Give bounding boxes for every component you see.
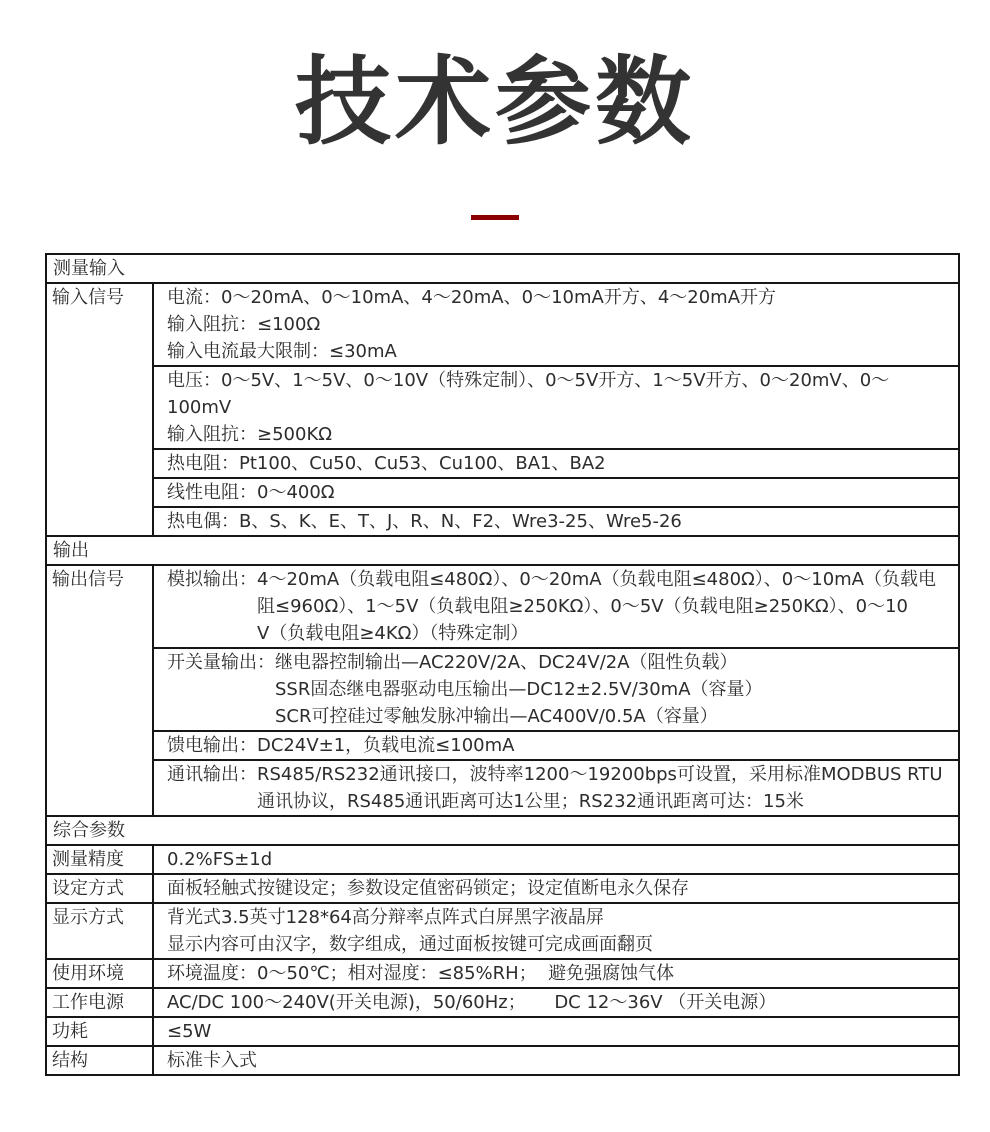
row-label-environment: 使用环境 [46,959,153,988]
spec-line: 热电阻：Pt100、Cu50、Cu53、Cu100、BA1、BA2 [167,452,606,474]
spec-line: 线性电阻：0～400Ω [167,481,335,503]
row-label-input-signal: 输入信号 [46,283,153,536]
spec-line: 阻≤960Ω）、1～5V（负载电阻≥250KΩ）、0～5V（负载电阻≥250KΩ）、0～10 [257,595,908,617]
table-row [46,366,959,449]
section-header-measure-input: 测量输入 [46,254,959,283]
spec-line: 通讯输出：RS485/RS232通讯接口，波特率1200～19200bps可设置，采用标准MODBUS RTU [167,763,943,785]
row-label-setting: 设定方式 [46,874,153,903]
spec-line: 0.2%FS±1d [167,848,273,870]
page-title: 技术参数 [295,46,695,158]
cell-analog-output [153,565,959,648]
spec-line: 面板轻触式按键设定；参数设定值密码锁定；设定值断电永久保存 [167,877,689,899]
spec-table [45,253,960,1076]
spec-line: SSR固态继电器驱动电压输出—DC12±2.5V/30mA（容量） [275,678,763,700]
spec-line: 电流：0～20mA、0～10mA、4～20mA、0～10mA开方、4～20mA开方 [167,286,777,308]
cell-feed-output [153,731,959,760]
table-row [46,449,959,478]
table-row [46,565,959,648]
cell-rtd-input [153,449,959,478]
table-row [46,283,959,366]
spec-line: 开关量输出：继电器控制输出—AC220V/2A、DC24V/2A（阻性负载） [167,651,738,673]
spec-line: 馈电输出：DC24V±1，负载电流≤100mA [167,734,515,756]
section-row-general [46,816,959,845]
spec-line: ≤5W [167,1020,212,1042]
spec-line: 输入阻抗：≥500KΩ [167,423,332,445]
cell-accuracy [153,845,959,874]
spec-line: 输入电流最大限制：≤30mA [167,340,397,362]
cell-setting [153,874,959,903]
cell-thermocouple-input [153,507,959,536]
table-row [46,903,959,959]
spec-line: 标准卡入式 [167,1049,257,1071]
table-row [46,648,959,731]
section-row-measure-input [46,254,959,283]
cell-switch-output [153,648,959,731]
spec-line: 热电偶：B、S、K、E、T、J、R、N、F2、Wre3-25、Wre5-26 [167,510,682,532]
table-row [46,1046,959,1075]
row-label-output-signal: 输出信号 [46,565,153,816]
spec-line: AC/DC 100～240V(开关电源)，50/60Hz； DC 12～36V （开关电源） [167,991,777,1013]
cell-power [153,988,959,1017]
spec-line: 显示内容可由汉字，数字组成，通过面板按键可完成画面翻页 [167,933,653,955]
table-row [46,988,959,1017]
table-row [46,760,959,816]
spec-line: 输入阻抗：≤100Ω [167,313,321,335]
cell-consumption [153,1017,959,1046]
spec-line: 电压：0～5V、1～5V、0～10V（特殊定制）、0～5V开方、1～5V开方、0～20mV、0～100mV [167,369,890,418]
cell-voltage-input [153,366,959,449]
spec-line: SCR可控硅过零触发脉冲输出—AC400V/0.5A（容量） [275,705,718,727]
table-row [46,731,959,760]
cell-display [153,903,959,959]
table-row [46,845,959,874]
spec-line: 环境温度：0～50℃；相对湿度：≤85%RH； 避免强腐蚀气体 [167,962,675,984]
row-label-accuracy: 测量精度 [46,845,153,874]
section-header-output: 输出 [46,536,959,565]
row-label-structure: 结构 [46,1046,153,1075]
table-row [46,507,959,536]
cell-environment [153,959,959,988]
table-row [46,874,959,903]
section-row-output [46,536,959,565]
cell-comm-output [153,760,959,816]
table-row [46,1017,959,1046]
cell-current-input [153,283,959,366]
table-row [46,478,959,507]
cell-linear-resistance-input [153,478,959,507]
cell-structure [153,1046,959,1075]
row-label-display: 显示方式 [46,903,153,959]
row-label-power: 工作电源 [46,988,153,1017]
section-header-general: 综合参数 [46,816,959,845]
spec-line: 模拟输出：4～20mA（负载电阻≤480Ω）、0～20mA（负载电阻≤480Ω）、0～10mA（负载电 [167,568,936,590]
spec-line: 背光式3.5英寸128*64高分辩率点阵式白屏黑字液晶屏 [167,906,604,928]
spec-line: 通讯协议，RS485通讯距离可达1公里；RS232通讯距离可达：15米 [257,790,804,812]
table-row [46,959,959,988]
spec-line: V（负载电阻≥4KΩ）（特殊定制） [257,622,529,644]
row-label-consumption: 功耗 [46,1017,153,1046]
title-underline [471,215,519,220]
